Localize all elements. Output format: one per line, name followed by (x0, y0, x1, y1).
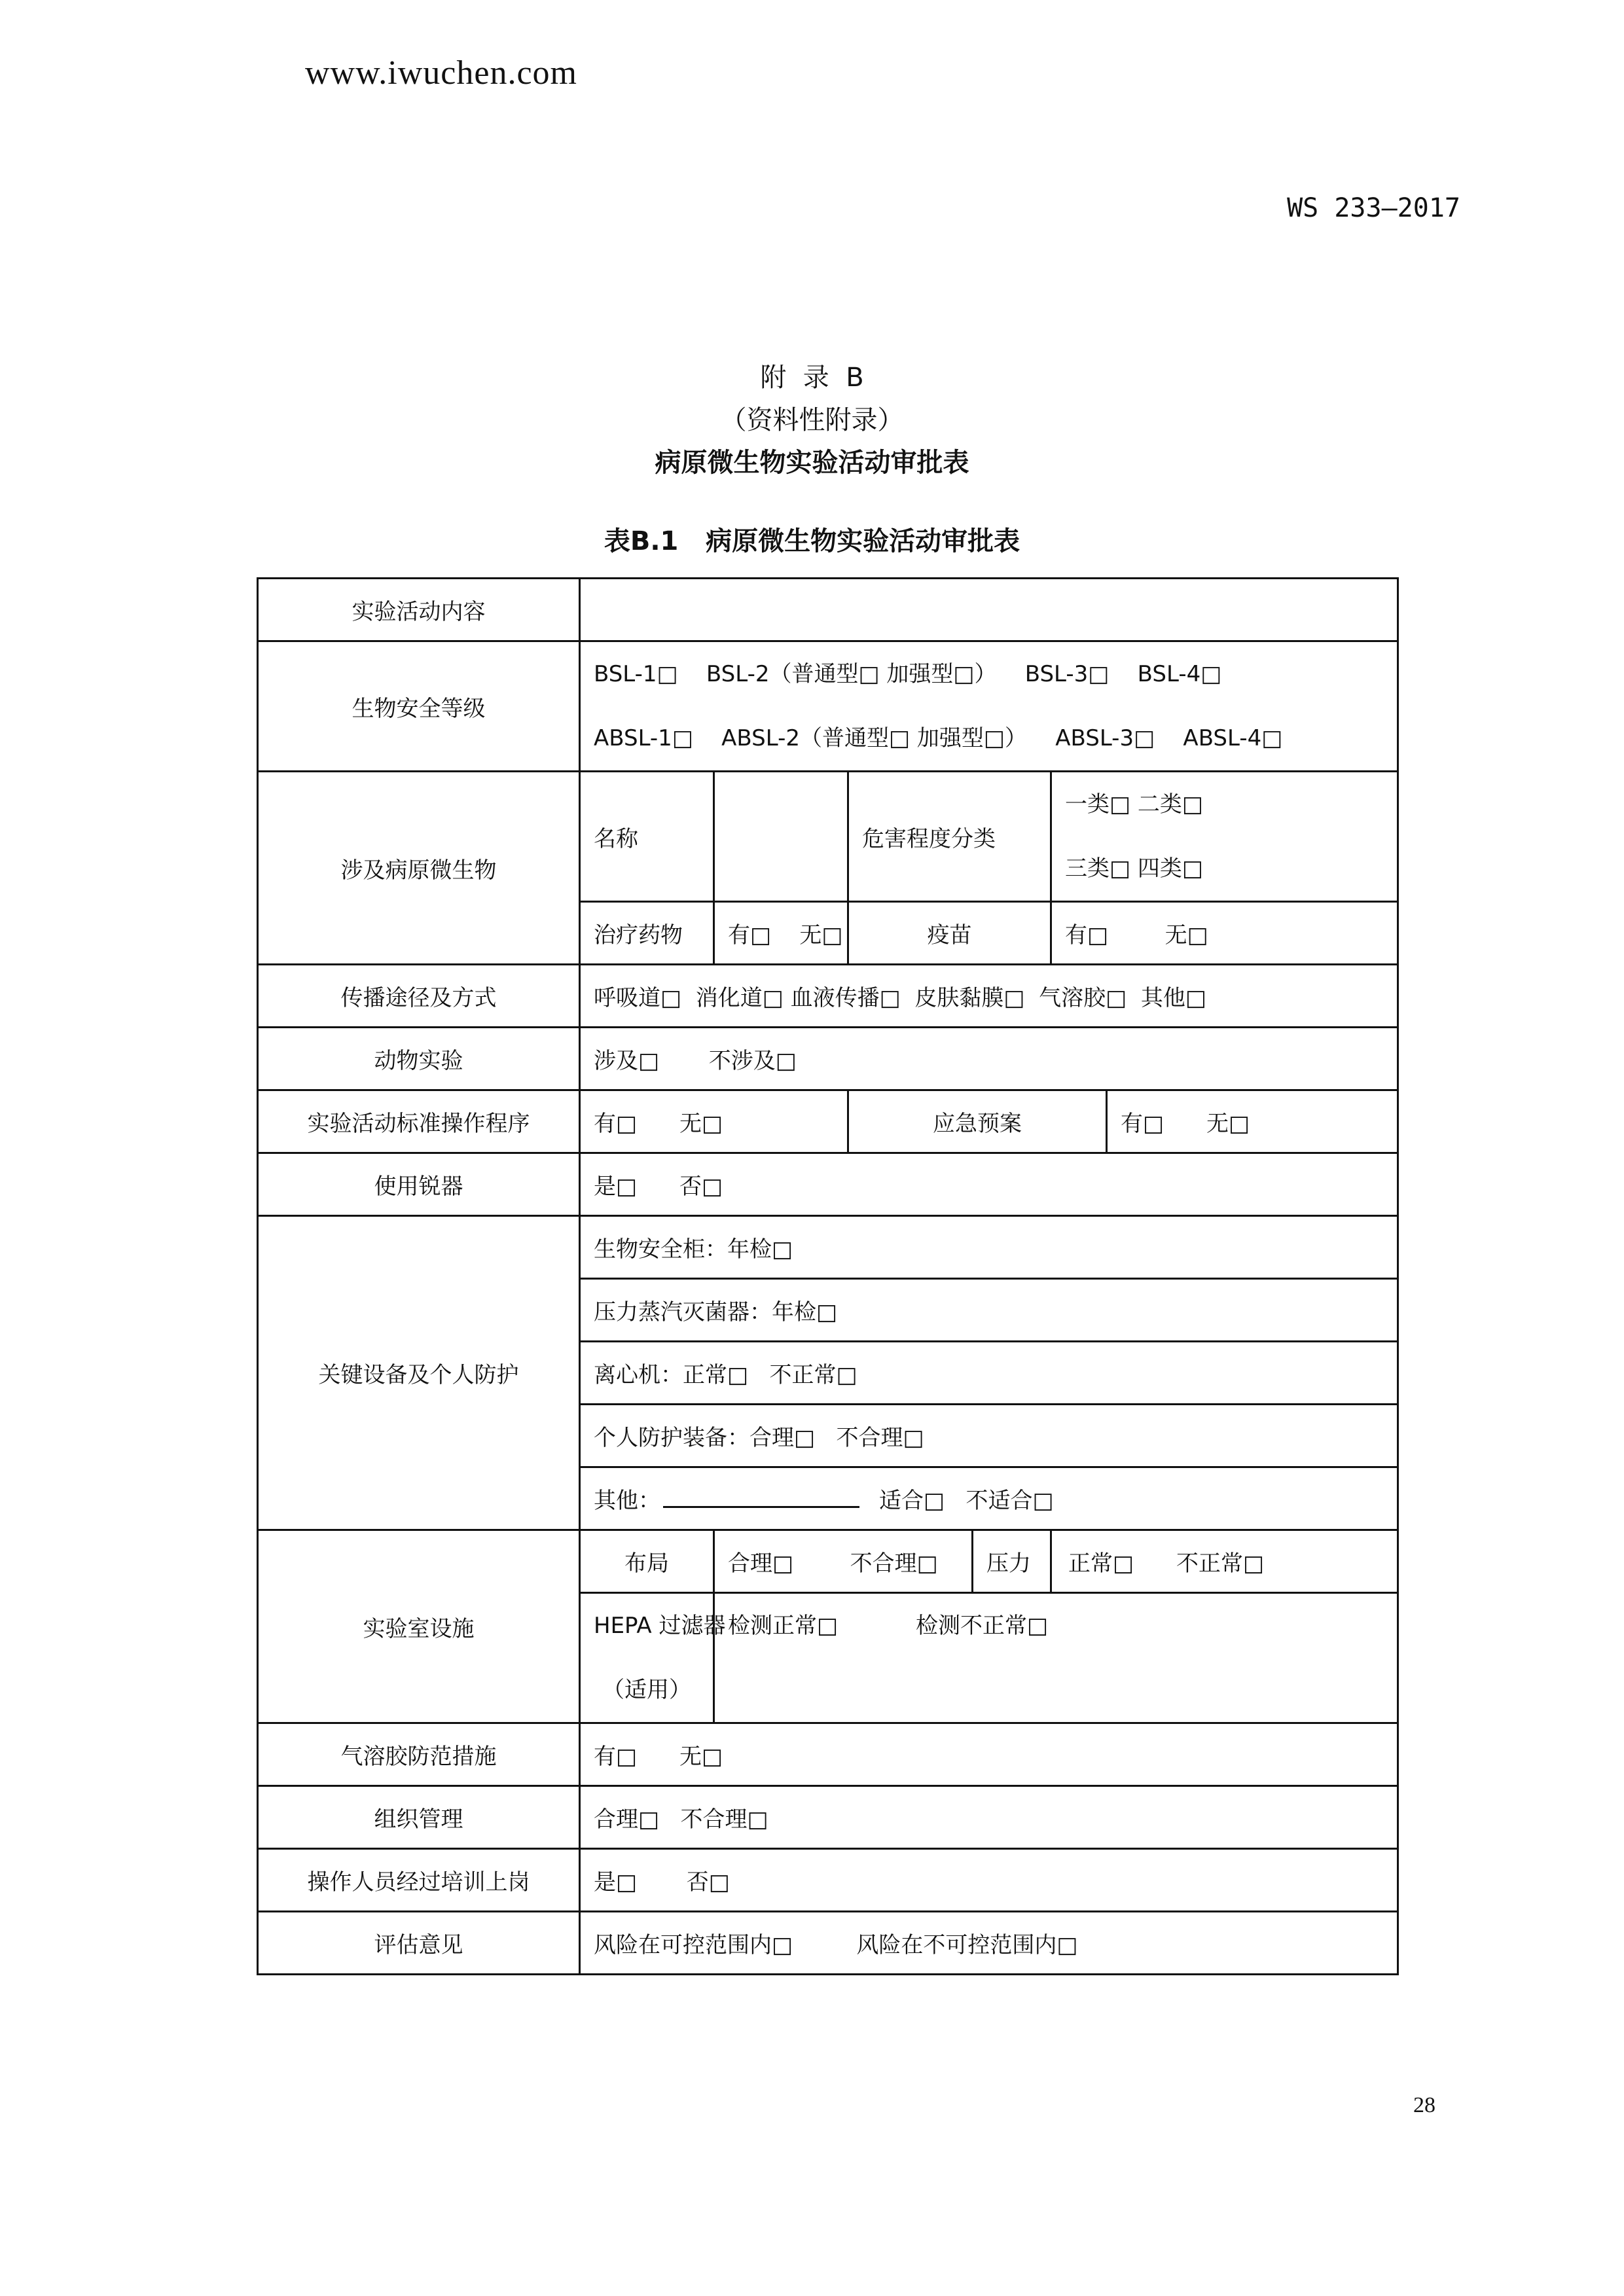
row-pathogen-name (258, 772, 1398, 902)
assessment-options[interactable]: 风险在可控范围内□ 风险在不可控范围内□ (580, 1912, 1398, 1975)
biosafety-level-options[interactable] (580, 641, 1398, 772)
watermark-url: www.iwuchen.com (305, 54, 577, 92)
equipment-item[interactable]: 生物安全柜：年检□ (580, 1216, 1398, 1279)
approval-form-table (257, 577, 1399, 1975)
emergency-plan-label: 应急预案 (848, 1090, 1107, 1153)
vaccine-label: 疫苗 (848, 902, 1051, 965)
treatment-drug-label: 治疗药物 (580, 902, 714, 965)
sop-options[interactable]: 有□ 无□ (580, 1090, 848, 1153)
hazard-class-options[interactable] (1051, 772, 1398, 902)
appendix-label: 附 录 B (760, 363, 864, 393)
biosafety-absl-line[interactable]: ABSL-1□ ABSL-2（普通型□ 加强型□） ABSL-3□ ABSL-4□ (594, 725, 1283, 751)
hepa-note: （适用） (602, 1677, 691, 1703)
hepa-options[interactable]: 检测正常□ 检测不正常□ (714, 1593, 1398, 1723)
sop-label: 实验活动标准操作程序 (258, 1090, 580, 1153)
layout-label: 布局 (580, 1530, 714, 1593)
row-facility-layout (258, 1530, 1398, 1593)
training-label: 操作人员经过培训上岗 (258, 1849, 580, 1912)
row-activity-content (258, 579, 1398, 641)
animal-experiment-label: 动物实验 (258, 1028, 580, 1090)
row-transmission (258, 965, 1398, 1028)
training-options[interactable]: 是□ 否□ (580, 1849, 1398, 1912)
pressure-options[interactable]: 正常□ 不正常□ (1051, 1530, 1398, 1593)
transmission-label: 传播途径及方式 (258, 965, 580, 1028)
emergency-plan-options[interactable]: 有□ 无□ (1107, 1090, 1398, 1153)
equipment-item[interactable]: 个人防护装备：合理□ 不合理□ (580, 1405, 1398, 1467)
organization-options[interactable]: 合理□ 不合理□ (580, 1786, 1398, 1849)
appendix-title: 病原微生物实验活动审批表 (655, 448, 969, 478)
hepa-label: HEPA 过滤器 (594, 1613, 726, 1639)
biosafety-bsl-line[interactable]: BSL-1□ BSL-2（普通型□ 加强型□） BSL-3□ BSL-4□ (594, 661, 1222, 687)
equipment-label: 关键设备及个人防护 (258, 1216, 580, 1530)
row-animal-experiment (258, 1028, 1398, 1090)
sharps-label: 使用锐器 (258, 1153, 580, 1216)
equipment-other-options[interactable]: 适合□ 不适合□ (879, 1488, 1054, 1514)
equipment-other (580, 1467, 1398, 1530)
aerosol-label: 气溶胶防范措施 (258, 1723, 580, 1786)
pathogen-label: 涉及病原微生物 (258, 772, 580, 965)
assessment-label: 评估意见 (258, 1912, 580, 1975)
page-number: 28 (1413, 2093, 1435, 2117)
hazard-class-label: 危害程度分类 (848, 772, 1051, 902)
activity-content-label: 实验活动内容 (258, 579, 580, 641)
vaccine-options[interactable]: 有□ 无□ (1051, 902, 1398, 965)
pathogen-name-field[interactable] (714, 772, 848, 902)
equipment-other-input[interactable] (663, 1486, 859, 1508)
row-training (258, 1849, 1398, 1912)
pressure-label: 压力 (973, 1530, 1051, 1593)
row-assessment (258, 1912, 1398, 1975)
table-title: 表B.1 病原微生物实验活动审批表 (604, 526, 1020, 556)
transmission-options[interactable]: 呼吸道□ 消化道□ 血液传播□ 皮肤黏膜□ 气溶胶□ 其他□ (580, 965, 1398, 1028)
hazard-class-line-1[interactable]: 一类□ 二类□ (1065, 791, 1204, 817)
activity-content-field[interactable] (580, 579, 1398, 641)
row-equipment-1 (258, 1216, 1398, 1279)
standard-code: WS 233—2017 (1287, 193, 1460, 223)
biosafety-level-label: 生物安全等级 (258, 641, 580, 772)
aerosol-options[interactable]: 有□ 无□ (580, 1723, 1398, 1786)
row-organization (258, 1786, 1398, 1849)
pathogen-name-label: 名称 (580, 772, 714, 902)
layout-options[interactable]: 合理□ 不合理□ (714, 1530, 973, 1593)
animal-experiment-options[interactable]: 涉及□ 不涉及□ (580, 1028, 1398, 1090)
row-sop (258, 1090, 1398, 1153)
facility-label: 实验室设施 (258, 1530, 580, 1723)
row-aerosol (258, 1723, 1398, 1786)
hazard-class-line-2[interactable]: 三类□ 四类□ (1065, 855, 1204, 882)
appendix-note: （资料性附录） (720, 405, 904, 435)
treatment-drug-options[interactable]: 有□ 无□ (714, 902, 848, 965)
hepa-label-cell (580, 1593, 726, 1723)
row-sharps (258, 1153, 1398, 1216)
sharps-options[interactable]: 是□ 否□ (580, 1153, 1398, 1216)
equipment-other-label: 其他： (594, 1488, 660, 1514)
row-biosafety-level (258, 641, 1398, 772)
equipment-item[interactable]: 压力蒸汽灭菌器：年检□ (580, 1279, 1398, 1342)
organization-label: 组织管理 (258, 1786, 580, 1849)
equipment-item[interactable]: 离心机：正常□ 不正常□ (580, 1342, 1398, 1405)
